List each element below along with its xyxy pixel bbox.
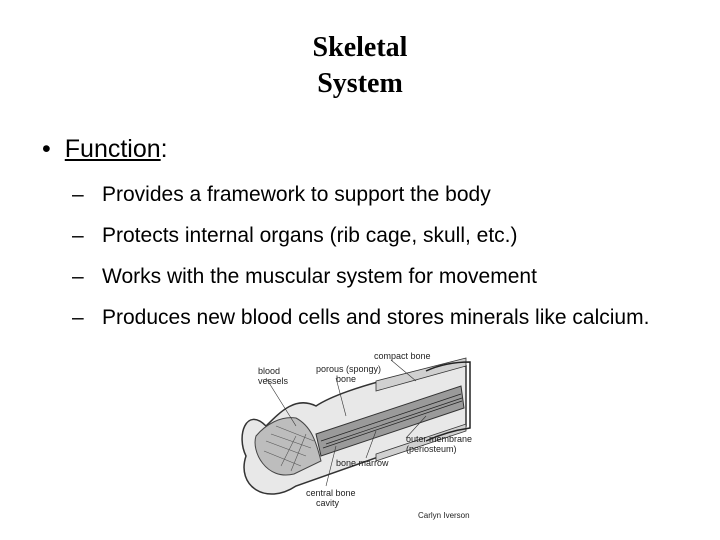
function-list bbox=[72, 174, 692, 338]
dash-icon: – bbox=[72, 306, 84, 329]
illustration-credit: Carlyn Iverson bbox=[418, 511, 470, 520]
function-bullet bbox=[42, 132, 168, 166]
function-colon: : bbox=[160, 135, 168, 163]
slide-title bbox=[0, 30, 720, 102]
label-bone-marrow: bone marrow bbox=[336, 458, 389, 468]
list-item-text: Provides a framework to support the body bbox=[102, 183, 491, 206]
list-item bbox=[72, 174, 692, 215]
list-item bbox=[72, 256, 692, 297]
label-compact-bone: compact bone bbox=[374, 351, 431, 361]
list-item bbox=[72, 215, 692, 256]
dash-icon: – bbox=[72, 265, 84, 288]
list-item-text: Produces new blood cells and stores minerals like calcium. bbox=[102, 306, 650, 329]
label-blood-vessels: blood vessels bbox=[258, 366, 289, 386]
list-item-text: Works with the muscular system for movement bbox=[102, 265, 537, 288]
dash-icon: – bbox=[72, 224, 84, 247]
title-line-1: Skeletal bbox=[312, 32, 408, 63]
dash-icon: – bbox=[72, 183, 84, 206]
function-label: Function bbox=[64, 135, 161, 163]
bullet-dot-icon: • bbox=[42, 135, 51, 163]
label-central-cavity: central bone cavity bbox=[306, 488, 356, 508]
list-item bbox=[72, 297, 692, 338]
title-line-2: System bbox=[317, 68, 403, 99]
list-item-text: Protects internal organs (rib cage, skull, etc.) bbox=[102, 224, 518, 247]
bone-illustration bbox=[226, 346, 526, 526]
label-porous-bone: porous (spongy) bone bbox=[316, 364, 382, 384]
label-outer-membrane: outer membrane (periosteum) bbox=[406, 434, 473, 454]
